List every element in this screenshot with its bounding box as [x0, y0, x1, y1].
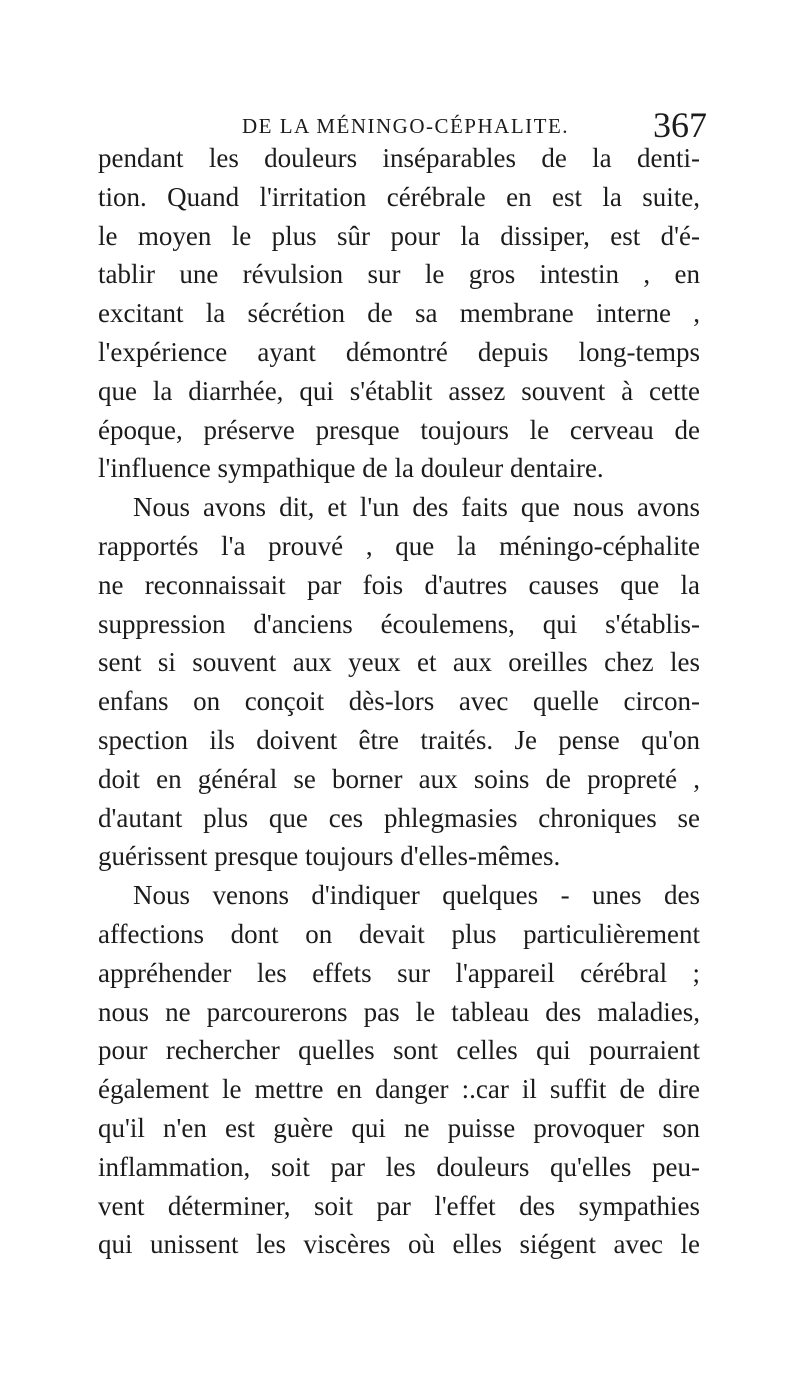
text-line: guérissent presque toujours d'elles-mêmes.: [98, 841, 561, 872]
text-line: excitant la sécrétion de sa membrane interne ,: [98, 298, 700, 329]
text-line: vent déterminer, soit par l'effet des sympathies: [98, 1190, 700, 1221]
text-line: sent si souvent aux yeux et aux oreilles chez les: [98, 647, 700, 678]
text-line: spection ils doivent être traités. Je pense qu'on: [98, 724, 700, 755]
body-text: [98, 139, 700, 1264]
text-line: qu'il n'en est guère qui ne puisse provoquer son: [98, 1112, 700, 1143]
text-line: que la diarrhée, qui s'établit assez souvent à cette: [98, 375, 700, 406]
running-head-title: DE LA MÉNINGO-CÉPHALITE.: [242, 114, 570, 138]
text-line: ne reconnaissait par fois d'autres causes que la: [98, 569, 700, 600]
text-line: d'autant plus que ces phlegmasies chroniques se: [98, 802, 700, 833]
text-line: nous ne parcourerons pas le tableau des maladies,: [98, 996, 700, 1027]
text-line: l'influence sympathique de la douleur dentaire.: [98, 453, 604, 484]
text-line: appréhender les effets sur l'appareil cérébral ;: [98, 957, 700, 988]
text-line: pendant les douleurs inséparables de la denti-: [98, 143, 700, 173]
page-number: 367: [653, 105, 707, 145]
paragraph-start-line: Nous avons dit, et l'un des faits que nous avons: [133, 492, 700, 523]
paragraph-start-line: Nous venons d'indiquer quelques - unes des: [133, 880, 700, 911]
text-line: le moyen le plus sûr pour la dissiper, est d'é-: [98, 220, 700, 251]
text-line: l'expérience ayant démontré depuis long-temps: [98, 336, 700, 367]
text-line: tablir une révulsion sur le gros intestin , en: [98, 259, 700, 290]
text-line: suppression d'anciens écoulemens, qui s'établis-: [98, 608, 700, 639]
text-line: époque, préserve presque toujours le cerveau de: [98, 414, 700, 445]
text-line: inflammation, soit par les douleurs qu'elles peu-: [98, 1151, 700, 1182]
text-line: pour rechercher quelles sont celles qui pourraient: [98, 1035, 700, 1066]
text-line: doit en général se borner aux soins de propreté ,: [98, 763, 700, 794]
text-line: affections dont on devait plus particulièrement: [98, 918, 700, 949]
text-line: rapportés l'a prouvé , que la méningo-céphalite: [98, 530, 700, 561]
text-line: également le mettre en danger :.car il suffit de dire: [98, 1074, 700, 1105]
text-line: enfans on conçoit dès-lors avec quelle circon-: [98, 686, 700, 717]
text-line: qui unissent les viscères où elles siégent avec le: [98, 1229, 700, 1260]
text-line: tion. Quand l'irritation cérébrale en est la suite,: [98, 181, 700, 212]
